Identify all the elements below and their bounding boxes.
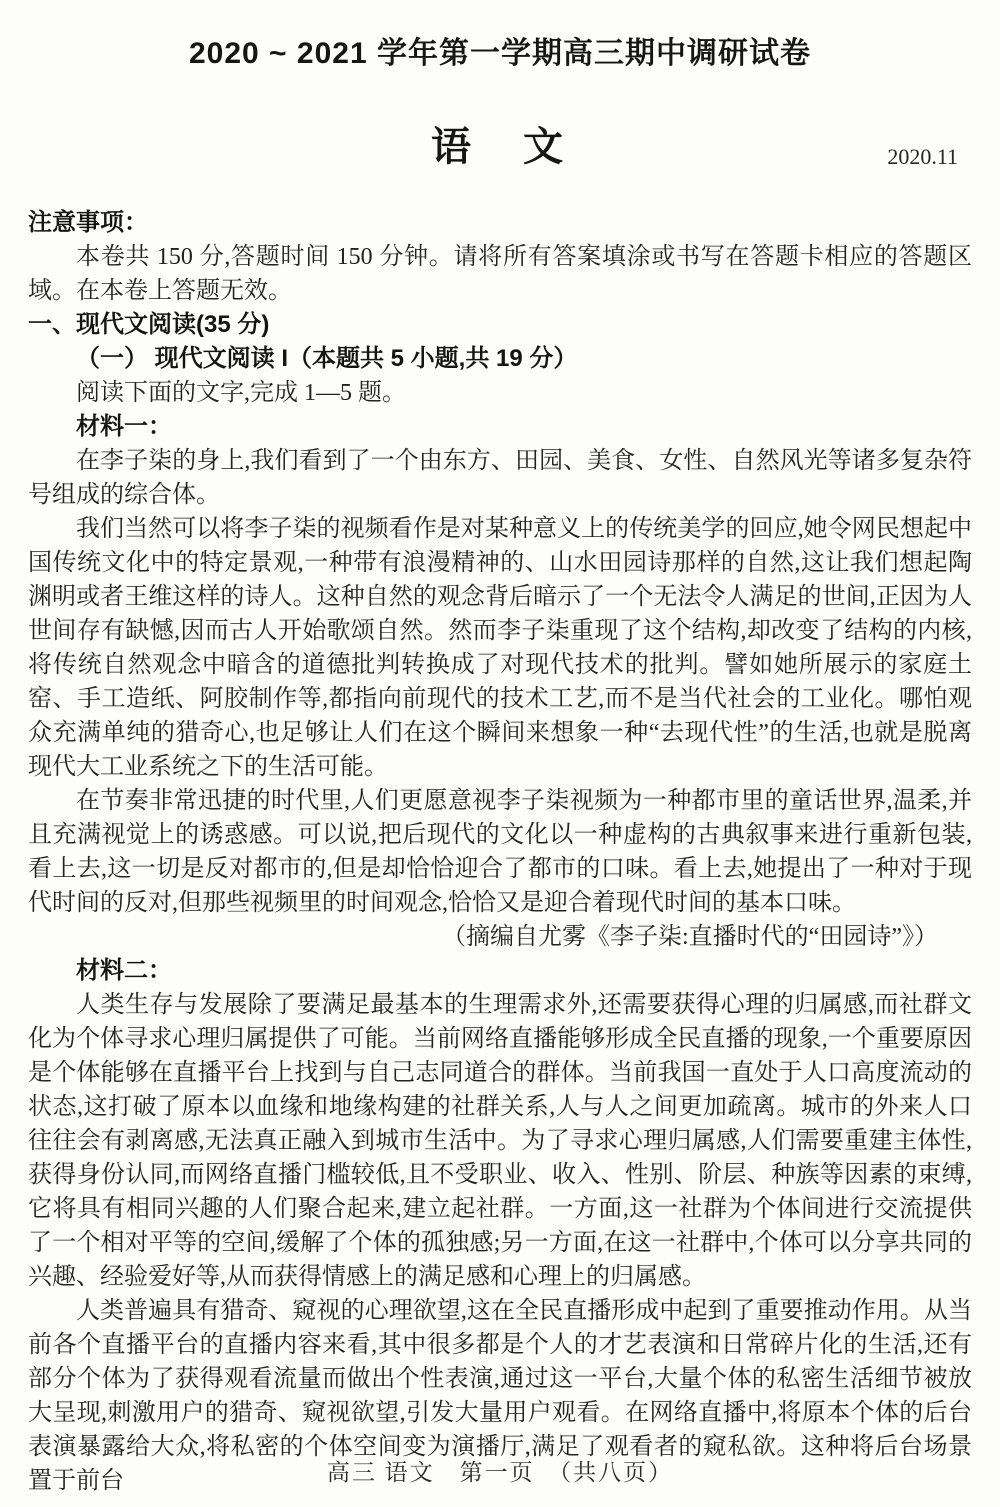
section-1-subheading: （一） 现代文阅读 I（本题共 5 小题,共 19 分） <box>76 345 578 372</box>
material-1-paragraph: 在节奏非常迅捷的时代里,人们更愿意视李子柒视频为一种都市里的童话世界,温柔,并且充满视觉上的诱惑感。可以说,把后现代的文化以一种虚构的古典叙事来进行重新包装,看上去,这一切是反对都市的,但是却恰恰迎合了都市的口味。看上去,她提出了一种对于现代时间的反对,但那些视频里的时间观念,恰恰又是迎合着现代时间的基本口味。 <box>28 788 972 916</box>
section-1-heading: 一、现代文阅读(35 分) <box>28 311 270 338</box>
material-1-paragraph: 在李子柒的身上,我们看到了一个由东方、田园、美食、女性、自然风光等诸多复杂符号组成的综合体。 <box>28 448 972 508</box>
paper-body <box>28 206 972 1498</box>
page-footer: 高三 语文 第一页 （共八页） <box>326 1460 674 1485</box>
material-1-label: 材料一： <box>76 413 172 440</box>
material-2-paragraph: 人类普遍具有猎奇、窥视的心理欲望,这在全民直播形成中起到了重要推动作用。从当前各个直播平台的直播内容来看,其中很多都是个人的才艺表演和日常碎片化的生活,还有部分个体为了获得观看流量而做出个性表演,通过这一平台,大量个体的私密生活细节被放大呈现,刺激用户的猎奇、窥视欲望,引发大量用户观看。在网络直播中,将原本个体的后台表演暴露给大众,将私密的个体空间变为演播厅,满足了观看者的窥私欲。这种将后台场景置于前台 <box>28 1298 972 1494</box>
subject-header <box>28 118 972 172</box>
material-1-paragraph: 我们当然可以将李子柒的视频看作是对某种意义上的传统美学的回应,她令网民想起中国传统文化中的特定景观,一种带有浪漫精神的、山水田园诗那样的自然,这让我们想起陶渊明或者王维这样的诗人。这种自然的观念背后暗示了一个无法令人满足的世间,正因为人世间存有缺憾,因而古人开始歌颂自然。然而李子柒重现了这个结构,却改变了结构的内核,将传统自然观念中暗含的道德批判转换成了对现代技术的批判。譬如她所展示的家庭土窑、手工造纸、阿胶制作等,都指向前现代的技术工艺,而不是当代社会的工业化。哪怕观众充满单纯的猎奇心,也足够让人们在这个瞬间来想象一种“去现代性”的生活,也就是脱离现代大工业系统之下的生活可能。 <box>28 516 972 780</box>
material-1-source: （摘编自尤雾《李子柒:直播时代的“田园诗”》） <box>442 924 938 950</box>
reading-instruction: 阅读下面的文字,完成 1—5 题。 <box>76 380 406 406</box>
material-2-paragraph: 人类生存与发展除了要满足最基本的生理需求外,还需要获得心理的归属感,而社群文化为个体寻求心理归属提供了可能。当前网络直播能够形成全民直播的现象,一个重要原因是个体能够在直播平台上找到与自己志同道合的群体。当前我国一直处于人口高度流动的状态,这打破了原本以血缘和地缘构建的社群关系,人与人之间更加疏离。城市的外来人口往往会有剥离感,无法真正融入到城市生活中。为了寻求心理归属感,人们需要重建主体性,获得身份认同,而网络直播门槛较低,且不受职业、收入、性别、阶层、种族等因素的束缚,它将具有相同兴趣的人们聚合起来,建立起社群。一方面,这一社群为个体间进行交流提供了一个相对平等的空间,缓解了个体的孤独感;另一方面,在这一社群中,个体可以分享共同的兴趣、经验爱好等,从而获得情感上的满足感和心理上的归属感。 <box>28 992 972 1290</box>
notice-text: 本卷共 150 分,答题时间 150 分钟。请将所有答案填涂或书写在答题卡相应的答题区域。在本卷上答题无效。 <box>28 244 972 304</box>
material-2-label: 材料二： <box>76 957 172 984</box>
page-title: 2020 ~ 2021 学年第一学期高三期中调研试卷 <box>188 37 811 70</box>
exam-date: 2020.11 <box>887 144 958 169</box>
subject-title: 语 文 <box>431 125 569 169</box>
notice-heading: 注意事项： <box>28 209 148 236</box>
